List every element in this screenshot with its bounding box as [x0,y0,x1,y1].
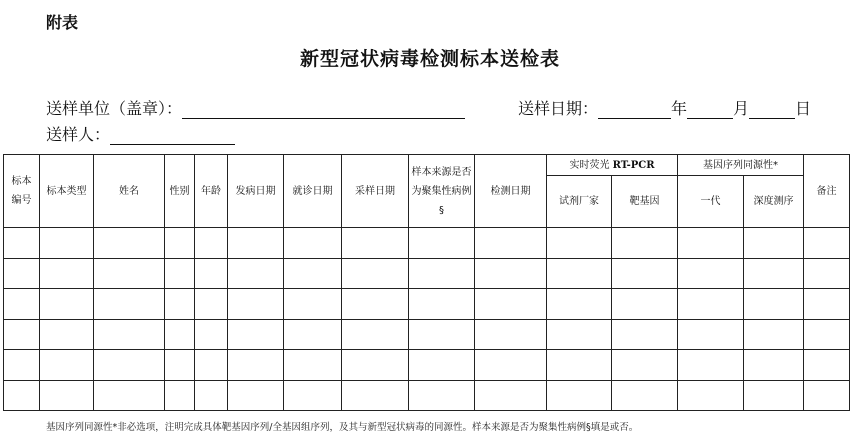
header-sequence-homology-group: 基因序列同源性* [678,155,804,176]
table-cell[interactable] [612,319,678,350]
specimen-table [3,154,850,411]
header-sampling-date: 采样日期 [342,155,409,228]
table-cell[interactable] [678,380,744,411]
table-cell[interactable] [804,258,850,289]
header-test-date: 检测日期 [475,155,547,228]
table-cell[interactable] [228,258,284,289]
table-cell[interactable] [94,350,165,381]
table-cell[interactable] [228,319,284,350]
table-cell[interactable] [547,380,612,411]
table-cell[interactable] [4,258,40,289]
table-cell[interactable] [195,289,228,320]
table-cell[interactable] [342,319,409,350]
table-cell[interactable] [4,380,40,411]
table-cell[interactable] [475,380,547,411]
table-cell[interactable] [475,289,547,320]
table-cell[interactable] [165,228,195,259]
table-cell[interactable] [195,258,228,289]
day-label: 日 [795,99,812,118]
table-cell[interactable] [228,350,284,381]
sender-label: 送样人： [46,125,111,144]
header-age: 年龄 [195,155,228,228]
table-row [4,258,850,289]
table-cell[interactable] [195,228,228,259]
submitting-unit-field [46,96,465,119]
table-row [4,289,850,320]
year-label: 年 [671,99,688,118]
table-cell[interactable] [342,350,409,381]
header-visit-date: 就诊日期 [284,155,342,228]
table-body [4,228,850,411]
table-cell[interactable] [804,289,850,320]
table-cell[interactable] [804,380,850,411]
table-cell[interactable] [228,289,284,320]
table-cell[interactable] [284,228,342,259]
table-cell[interactable] [40,380,94,411]
table-cell[interactable] [284,319,342,350]
table-cell[interactable] [40,350,94,381]
month-label: 月 [733,99,750,118]
form-title: 新型冠状病毒检测标本送检表 [299,48,560,70]
table-cell[interactable] [547,258,612,289]
table-cell[interactable] [612,228,678,259]
table-cell[interactable] [744,228,804,259]
table-cell[interactable] [195,350,228,381]
table-cell[interactable] [284,350,342,381]
table-cell[interactable] [94,380,165,411]
table-cell[interactable] [342,289,409,320]
header-onset-date: 发病日期 [228,155,284,228]
annex-label: 附表 [46,13,79,32]
table-cell[interactable] [678,289,744,320]
submission-date-label: 送样日期： [518,99,599,118]
table-cell[interactable] [195,319,228,350]
table-cell[interactable] [94,289,165,320]
table-cell[interactable] [40,289,94,320]
submitting-unit-label: 送样单位（盖章）： [46,99,183,118]
table-cell[interactable] [475,228,547,259]
table-cell[interactable] [342,258,409,289]
table-cell[interactable] [475,319,547,350]
table-cell[interactable] [165,380,195,411]
table-cell[interactable] [547,319,612,350]
table-cell[interactable] [804,319,850,350]
table-cell[interactable] [284,380,342,411]
table-cell[interactable] [547,289,612,320]
table-cell[interactable] [4,350,40,381]
table-cell[interactable] [165,289,195,320]
footnote: 基因序列同源性*非必选项，注明完成具体靶基因序列/全基因组序列，及其与新型冠状病毒的同源性。样本来源是否为聚集性病例§填是或否。 [46,422,639,433]
table-cell[interactable] [342,380,409,411]
table-cell[interactable] [40,228,94,259]
table-cell[interactable] [40,319,94,350]
sender-field [46,122,235,145]
table-cell[interactable] [547,228,612,259]
table-cell[interactable] [804,228,850,259]
table-cell[interactable] [409,258,475,289]
header-first-generation: 一代 [678,176,744,228]
table-header-row [4,155,850,176]
year-blank[interactable] [598,100,671,119]
table-cell[interactable] [40,258,94,289]
table-cell[interactable] [409,380,475,411]
table-row [4,319,850,350]
table-cell[interactable] [678,350,744,381]
table-cell[interactable] [94,228,165,259]
table-cell[interactable] [804,350,850,381]
table-cell[interactable] [195,380,228,411]
table-cell[interactable] [678,228,744,259]
header-target-gene: 靶基因 [612,176,678,228]
table-cell[interactable] [475,350,547,381]
table-cell[interactable] [165,258,195,289]
table-cell[interactable] [409,319,475,350]
header-specimen-type: 标本类型 [40,155,94,228]
table-cell[interactable] [165,350,195,381]
table-cell[interactable] [4,228,40,259]
table-cell[interactable] [744,380,804,411]
day-blank[interactable] [749,100,795,119]
table-cell[interactable] [284,258,342,289]
table-cell[interactable] [4,319,40,350]
table-row [4,350,850,381]
month-blank[interactable] [687,100,733,119]
table-cell[interactable] [94,319,165,350]
header-remarks: 备注 [804,155,850,228]
table-cell[interactable] [165,319,195,350]
table-cell[interactable] [744,289,804,320]
table-row [4,228,850,259]
table-cell[interactable] [228,228,284,259]
table-cell[interactable] [612,350,678,381]
table-cell[interactable] [744,319,804,350]
table-cell[interactable] [744,350,804,381]
table-cell[interactable] [547,350,612,381]
header-sex: 性别 [165,155,195,228]
table-cell[interactable] [612,380,678,411]
table-cell[interactable] [612,289,678,320]
table-cell[interactable] [94,258,165,289]
table-cell[interactable] [475,258,547,289]
table-cell[interactable] [678,319,744,350]
table-cell[interactable] [342,228,409,259]
header-reagent-maker: 试剂厂家 [547,176,612,228]
table-cell[interactable] [4,289,40,320]
header-rtpcr-group: 实时荧光 RT-PCR [547,155,678,176]
sender-blank[interactable] [110,126,235,145]
submitting-unit-blank[interactable] [182,100,465,119]
table-cell[interactable] [409,289,475,320]
header-name: 姓名 [94,155,165,228]
table-cell[interactable] [228,380,284,411]
header-specimen-no: 标本 编号 [4,155,40,228]
table-cell[interactable] [678,258,744,289]
table-row [4,380,850,411]
table-cell[interactable] [284,289,342,320]
table-cell[interactable] [409,350,475,381]
table-cell[interactable] [409,228,475,259]
header-cluster-case: 样本来源是否 为聚集性病例 § [409,155,475,228]
header-deep-sequencing: 深度测序 [744,176,804,228]
table-cell[interactable] [744,258,804,289]
submission-date-field [518,96,811,119]
table-cell[interactable] [612,258,678,289]
